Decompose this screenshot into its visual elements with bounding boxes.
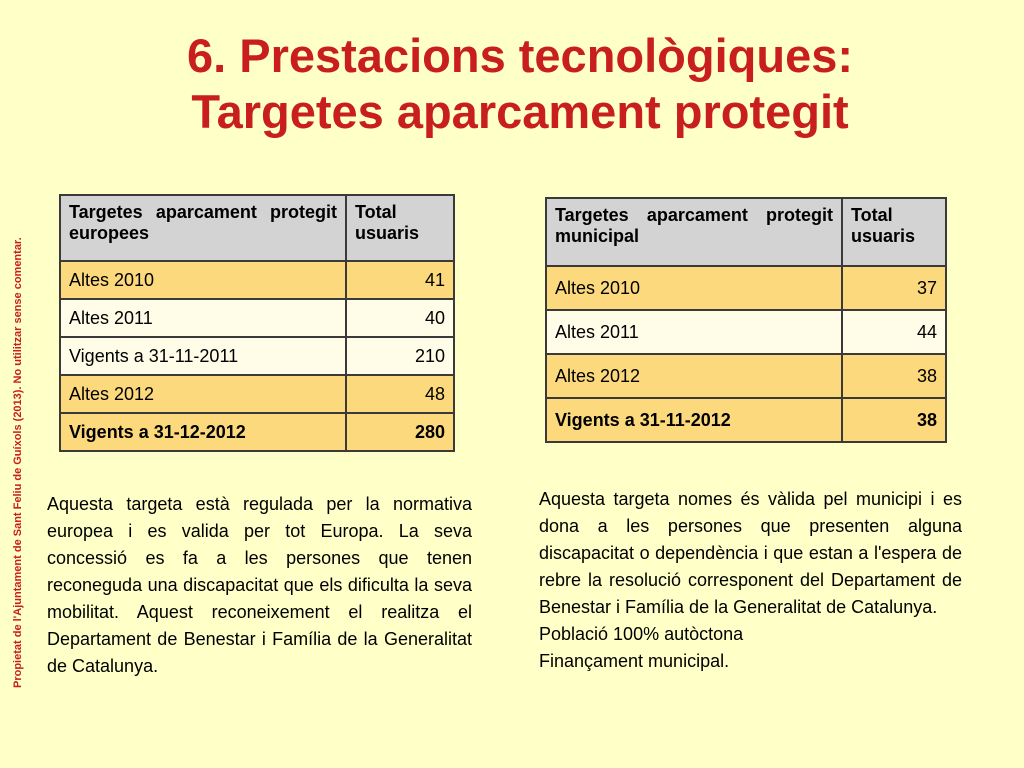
table-row (546, 310, 946, 354)
table-row (60, 299, 454, 337)
european-card-description: Aquesta targeta està regulada per la normativa europea i es valida per tot Europa. La seva concessió es fa a les persones que tenen reconeguda una discapacitat que els dificulta la seva mobilitat. Aquest reconeixement el realitza el Departament de Benestar i Família de la Generalitat de Catalunya. (47, 494, 472, 676)
row-value: 41 (346, 261, 454, 299)
row-value: 38 (842, 398, 946, 442)
row-label: Altes 2010 (60, 261, 346, 299)
row-value: 40 (346, 299, 454, 337)
column-header-cards: Targetes aparcament protegit europees (60, 195, 346, 261)
table-header-row (60, 195, 454, 261)
table-row (546, 266, 946, 310)
table-header-row (546, 198, 946, 266)
table-total-row (60, 413, 454, 451)
description-funding: Finançament municipal. (539, 651, 730, 671)
row-value: 280 (346, 413, 454, 451)
row-value: 44 (842, 310, 946, 354)
european-cards-table (59, 194, 455, 452)
row-value: 38 (842, 354, 946, 398)
column-header-total: Total usuaris (346, 195, 454, 261)
municipal-cards-table (545, 197, 947, 443)
row-label: Vigents a 31-11-2011 (60, 337, 346, 375)
table-row (60, 261, 454, 299)
row-value: 48 (346, 375, 454, 413)
row-label: Vigents a 31-11-2012 (546, 398, 842, 442)
row-label: Altes 2011 (60, 299, 346, 337)
description-population: Població 100% autòctona (539, 624, 744, 644)
column-header-total: Total usuaris (842, 198, 946, 266)
municipal-card-description (539, 486, 962, 675)
table-row (546, 354, 946, 398)
title-line-2: Targetes aparcament protegit (191, 85, 849, 138)
description-body: Aquesta targeta nomes és vàlida pel municipi i es dona a les persones que presenten alguna discapacitat o dependència i que estan a l'espera de rebre la resolució corresponent del Departament de Benestar i Família de la Generalitat de Catalunya. (539, 489, 962, 617)
row-value: 37 (842, 266, 946, 310)
row-value: 210 (346, 337, 454, 375)
table-total-row (546, 398, 946, 442)
table-row (60, 375, 454, 413)
row-label: Vigents a 31-12-2012 (60, 413, 346, 451)
ownership-note: Propietat de l'Ajuntament de Sant Feliu de Guíxols (2013). No utilitzar sense comentar. (12, 237, 24, 688)
row-label: Altes 2010 (546, 266, 842, 310)
slide-title (60, 28, 980, 140)
column-header-cards: Targetes aparcament protegit municipal (546, 198, 842, 266)
row-label: Altes 2011 (546, 310, 842, 354)
row-label: Altes 2012 (546, 354, 842, 398)
row-label: Altes 2012 (60, 375, 346, 413)
table-row (60, 337, 454, 375)
title-line-1: 6. Prestacions tecnològiques: (186, 29, 853, 82)
